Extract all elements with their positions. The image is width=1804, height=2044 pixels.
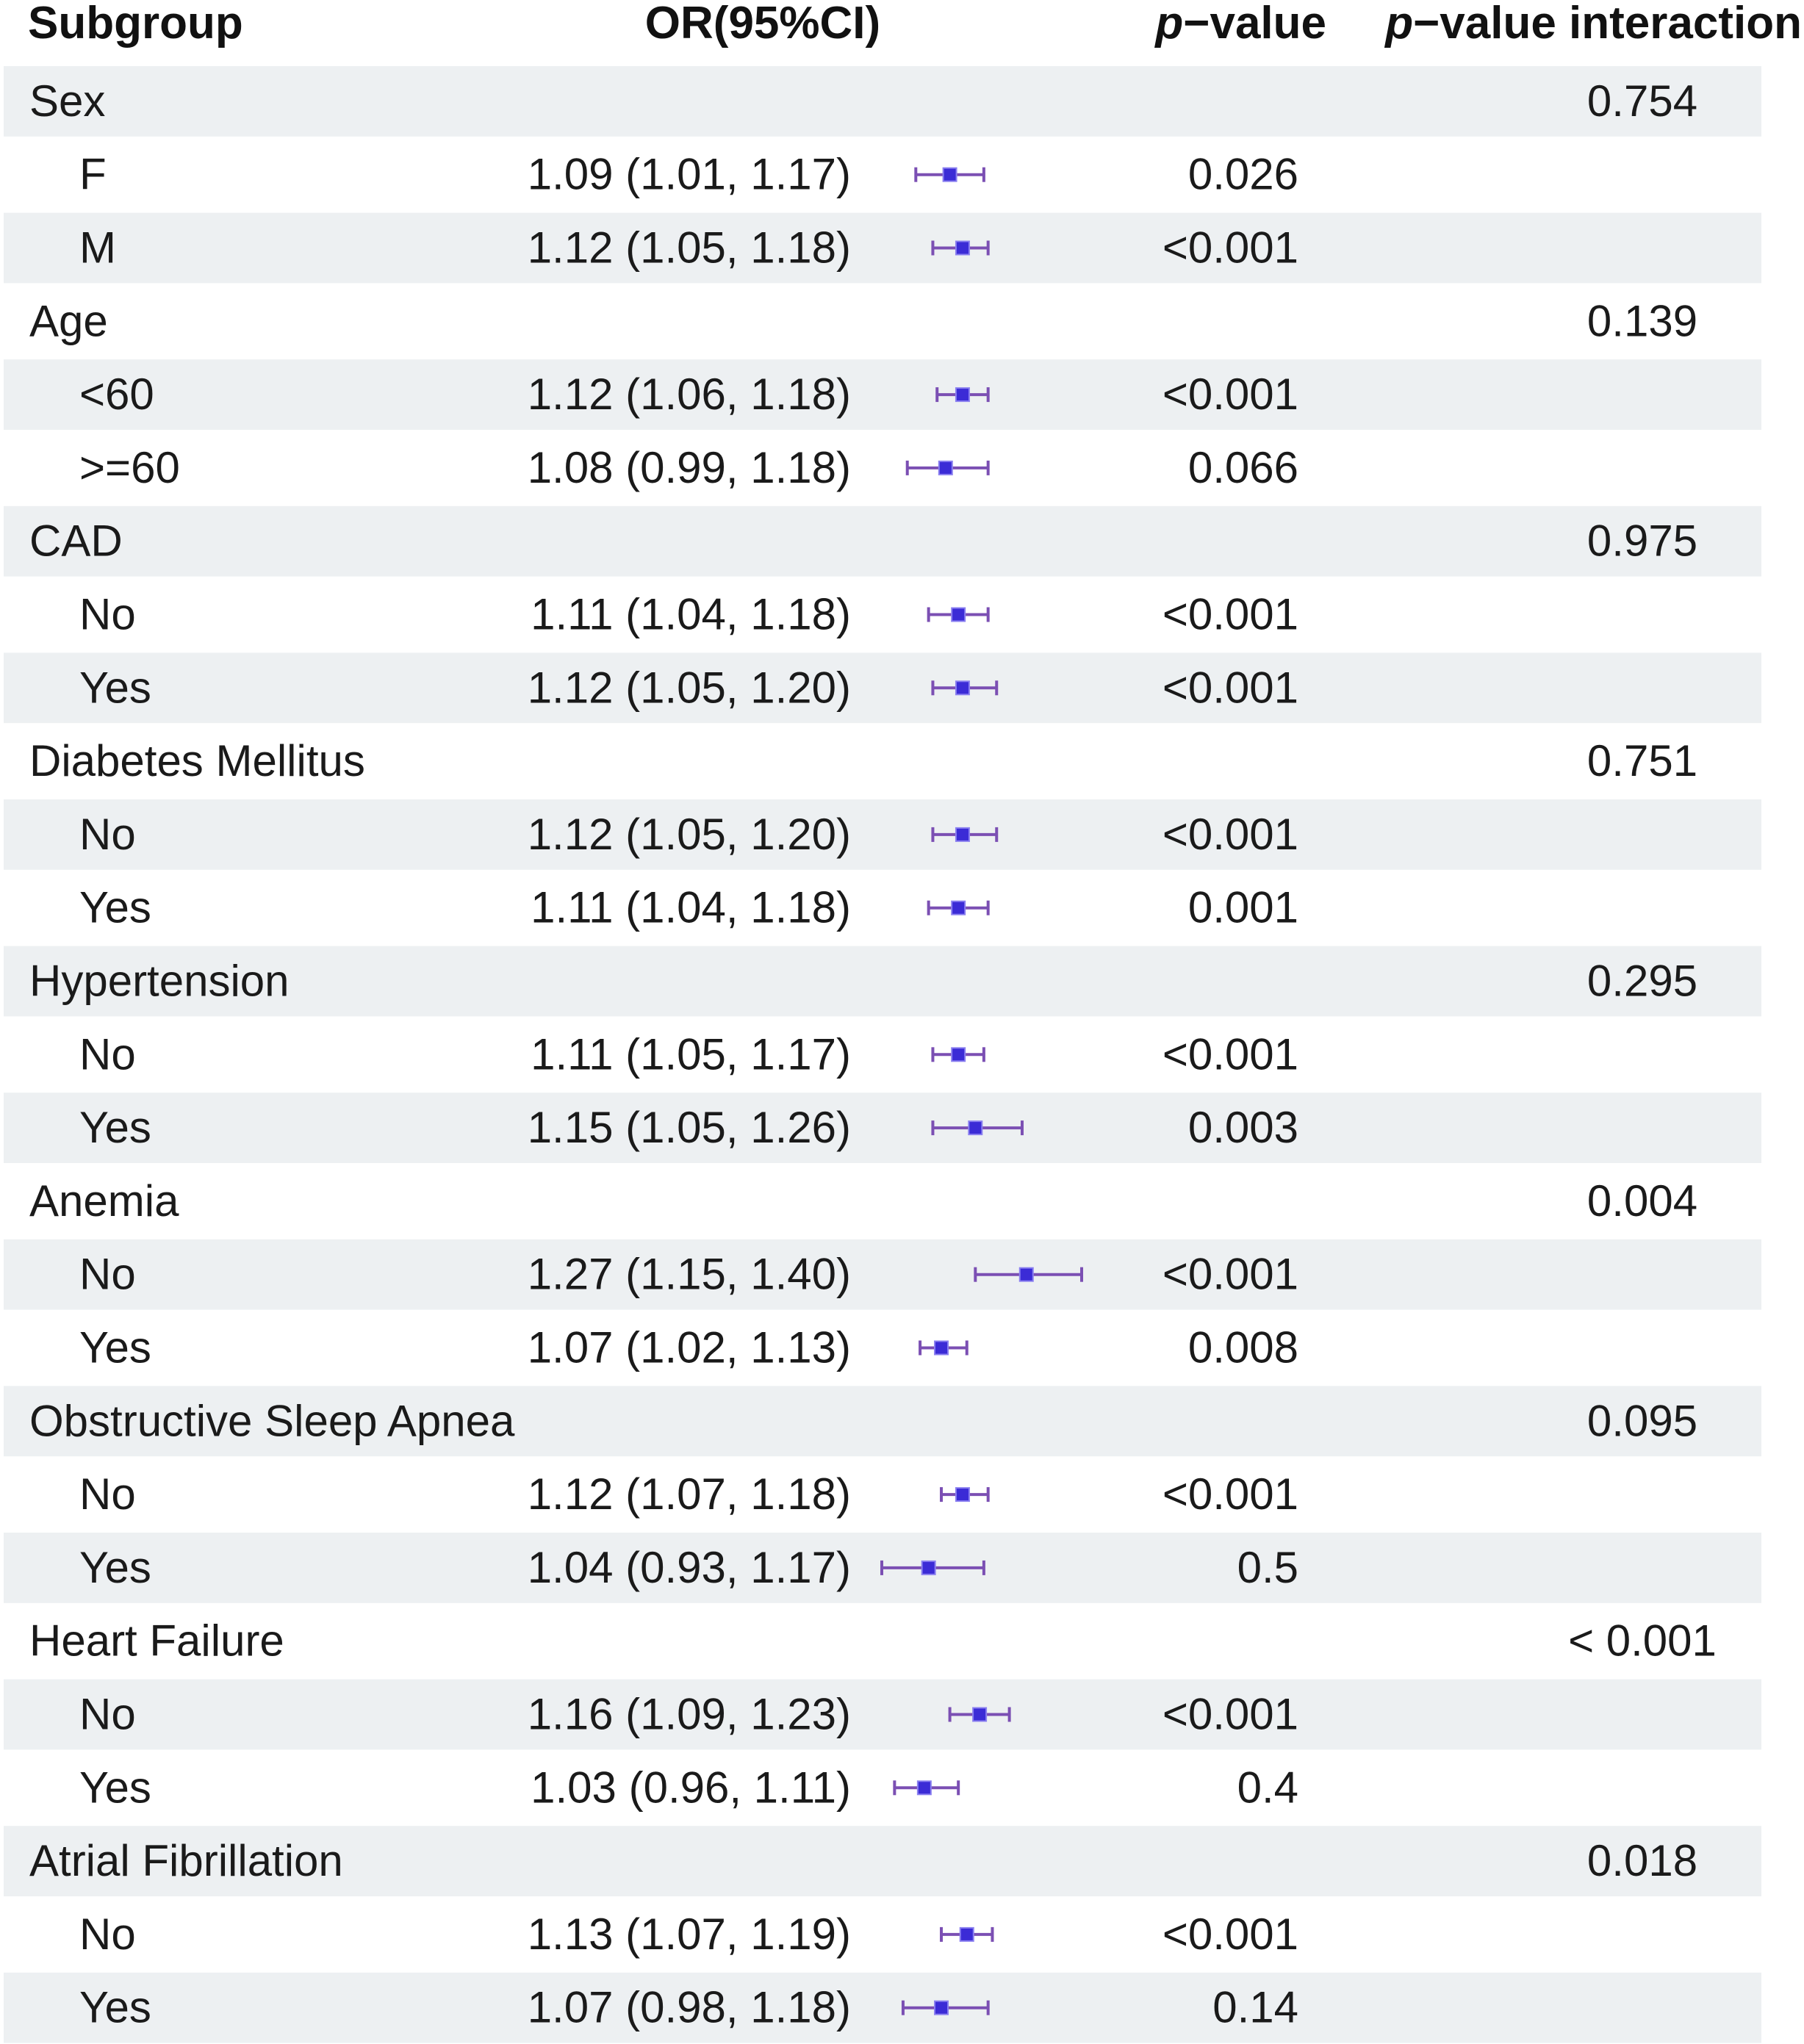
- p-value: 0.4: [1237, 1763, 1298, 1813]
- header-subgroup: Subgroup: [28, 0, 243, 48]
- subgroup-label: Yes: [79, 882, 151, 932]
- header-p-rest: −value: [1183, 0, 1326, 48]
- subgroup-label: M: [79, 223, 116, 273]
- subgroup-label: >=60: [79, 442, 180, 492]
- header-row: [28, 0, 1802, 48]
- header-pint-italic: p: [1385, 0, 1414, 48]
- p-value: <0.001: [1162, 1249, 1298, 1299]
- group-row: [29, 736, 1697, 785]
- subgroup-label: No: [79, 1689, 136, 1739]
- or-point: [935, 1342, 948, 1355]
- group-label: Sex: [29, 76, 106, 126]
- or-point: [939, 461, 952, 475]
- header-or: OR(95%CI): [644, 0, 881, 48]
- or-point: [956, 681, 969, 694]
- p-interaction-value: 0.004: [1586, 1176, 1698, 1226]
- row-band: [4, 359, 1761, 430]
- p-value: 0.5: [1237, 1542, 1298, 1592]
- row-bands: [4, 66, 1761, 2043]
- group-row: [29, 296, 1697, 345]
- or-ci-text: 1.07 (1.02, 1.13): [527, 1323, 851, 1372]
- or-ci-text: 1.12 (1.06, 1.18): [527, 370, 851, 420]
- p-value: <0.001: [1162, 589, 1298, 639]
- header-p-italic: p: [1155, 0, 1184, 48]
- or-point: [935, 2001, 948, 2015]
- or-ci-text: 1.04 (0.93, 1.17): [527, 1542, 851, 1592]
- row-band: [4, 66, 1761, 137]
- table-row: [79, 1029, 1298, 1079]
- group-label: Heart Failure: [29, 1616, 284, 1666]
- p-interaction-value: 0.018: [1586, 1836, 1698, 1886]
- p-interaction-value: 0.095: [1586, 1396, 1698, 1446]
- or-ci-text: 1.12 (1.05, 1.20): [527, 663, 851, 713]
- row-band: [4, 213, 1761, 284]
- p-value: 0.066: [1187, 442, 1298, 492]
- table-row: [79, 150, 1298, 199]
- or-point: [960, 1928, 974, 1941]
- p-interaction-value: 0.975: [1586, 516, 1698, 566]
- table-row: [79, 1469, 1298, 1519]
- subgroup-label: No: [79, 1029, 136, 1079]
- header-pint-rest: −value interaction: [1413, 0, 1802, 48]
- p-value: 0.001: [1187, 882, 1298, 932]
- subgroup-label: No: [79, 1249, 136, 1299]
- p-value: <0.001: [1162, 223, 1298, 273]
- subgroup-label: Yes: [79, 1982, 151, 2032]
- row-band: [4, 652, 1761, 723]
- or-point: [956, 828, 969, 841]
- or-ci-text: 1.11 (1.05, 1.17): [531, 1029, 851, 1079]
- p-value: <0.001: [1162, 1909, 1298, 1959]
- p-value: 0.008: [1187, 1323, 1298, 1372]
- row-band: [4, 799, 1761, 870]
- or-point: [956, 1488, 969, 1501]
- group-label: CAD: [29, 516, 123, 566]
- or-point: [956, 388, 969, 401]
- or-ci-text: 1.07 (0.98, 1.18): [527, 1982, 851, 2032]
- or-ci-text: 1.16 (1.09, 1.23): [527, 1689, 851, 1739]
- or-point: [944, 168, 957, 181]
- subgroup-label: Yes: [79, 663, 151, 713]
- table-row: [79, 1910, 1298, 1959]
- p-interaction-value: 0.139: [1586, 296, 1698, 346]
- p-value: 0.026: [1187, 149, 1298, 199]
- header-p-interaction: [1384, 0, 1802, 48]
- or-point: [956, 242, 969, 255]
- subgroup-label: F: [79, 149, 107, 199]
- group-label: Atrial Fibrillation: [29, 1836, 343, 1886]
- p-value: <0.001: [1162, 1689, 1298, 1739]
- p-value: 0.14: [1212, 1982, 1298, 2032]
- header-p-value: [1154, 0, 1326, 48]
- table-row: [79, 590, 1298, 639]
- p-value: <0.001: [1162, 809, 1298, 859]
- or-ci-text: 1.11 (1.04, 1.18): [531, 589, 851, 639]
- group-row: [29, 1176, 1697, 1226]
- subgroup-label: <60: [79, 370, 154, 420]
- p-value: <0.001: [1162, 1029, 1298, 1079]
- table-row: [79, 1763, 1298, 1812]
- p-interaction-value: < 0.001: [1568, 1616, 1717, 1666]
- group-label: Diabetes Mellitus: [29, 736, 365, 786]
- or-ci-text: 1.03 (0.96, 1.11): [531, 1763, 851, 1813]
- or-point: [973, 1708, 986, 1721]
- or-point: [969, 1121, 982, 1134]
- subgroup-label: No: [79, 589, 136, 639]
- or-ci-text: 1.12 (1.05, 1.20): [527, 809, 851, 859]
- or-ci-text: 1.13 (1.07, 1.19): [527, 1909, 851, 1959]
- row-band: [4, 506, 1761, 577]
- p-interaction-value: 0.751: [1586, 736, 1698, 786]
- or-point: [918, 1781, 931, 1794]
- or-point: [952, 902, 965, 915]
- p-value: <0.001: [1162, 1469, 1298, 1519]
- row-band: [4, 1973, 1761, 2043]
- or-point: [922, 1561, 935, 1575]
- subgroup-label: Yes: [79, 1763, 151, 1813]
- p-value: <0.001: [1162, 663, 1298, 713]
- or-ci-text: 1.12 (1.07, 1.18): [527, 1469, 851, 1519]
- group-row: [29, 1616, 1717, 1666]
- subgroup-label: Yes: [79, 1103, 151, 1153]
- subgroup-label: No: [79, 1909, 136, 1959]
- or-point: [952, 1048, 965, 1061]
- row-band: [4, 1239, 1761, 1310]
- p-value: <0.001: [1162, 370, 1298, 420]
- p-interaction-value: 0.295: [1586, 956, 1698, 1006]
- table-row: [79, 443, 1298, 492]
- group-label: Age: [29, 296, 108, 346]
- row-band: [4, 1093, 1761, 1163]
- group-label: Obstructive Sleep Apnea: [29, 1396, 515, 1446]
- or-point: [1020, 1268, 1033, 1281]
- subgroup-label: Yes: [79, 1323, 151, 1372]
- subgroup-label: No: [79, 809, 136, 859]
- or-ci-text: 1.27 (1.15, 1.40): [527, 1249, 851, 1299]
- row-band: [4, 1680, 1761, 1750]
- table-row: [79, 1323, 1298, 1372]
- table-row: [79, 883, 1298, 932]
- or-ci-text: 1.08 (0.99, 1.18): [527, 442, 851, 492]
- subgroup-label: Yes: [79, 1542, 151, 1592]
- group-label: Hypertension: [29, 956, 290, 1006]
- or-ci-text: 1.15 (1.05, 1.26): [527, 1103, 851, 1153]
- subgroup-label: No: [79, 1469, 136, 1519]
- or-point: [952, 608, 965, 622]
- or-ci-text: 1.11 (1.04, 1.18): [531, 882, 851, 932]
- or-ci-text: 1.12 (1.05, 1.18): [527, 223, 851, 273]
- group-label: Anemia: [29, 1176, 179, 1226]
- p-interaction-value: 0.754: [1586, 76, 1698, 126]
- or-ci-text: 1.09 (1.01, 1.17): [527, 149, 851, 199]
- p-value: 0.003: [1187, 1103, 1298, 1153]
